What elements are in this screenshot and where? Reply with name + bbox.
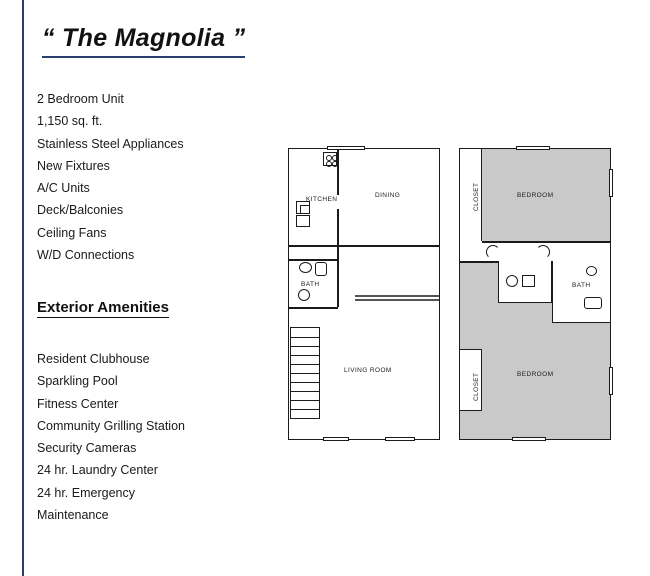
door-icon (486, 245, 500, 259)
interior-wall (289, 245, 338, 247)
list-item: Ceiling Fans (37, 225, 107, 240)
window (385, 437, 415, 441)
list-item: W/D Connections (37, 248, 135, 263)
list-item: 2 Bedroom Unit (37, 92, 124, 106)
room-label-dining: DINING (375, 192, 401, 199)
staircase (290, 327, 320, 419)
toilet-icon (315, 262, 327, 276)
interior-wall (289, 259, 338, 261)
washer-icon (506, 275, 518, 287)
room-label-kitchen: KITCHEN (306, 196, 338, 203)
list-item: 1,150 sq. ft. (37, 114, 103, 129)
list-item: Fitness Center (37, 396, 119, 411)
interior-wall (355, 295, 439, 297)
page-title: “ The Magnolia ” (42, 24, 245, 58)
room-label-bath-second: BATH (572, 282, 591, 289)
unit-features-list (37, 88, 267, 266)
bathroom-second-floor (552, 261, 610, 323)
room-label-bedroom-bottom: BEDROOM (517, 371, 554, 378)
room-label-living-room: LIVING ROOM (344, 367, 392, 374)
list-item: New Fixtures (37, 158, 110, 173)
floorplan-diagram (288, 148, 630, 454)
room-label-bedroom-top: BEDROOM (517, 192, 554, 199)
list-item: Stainless Steel Appliances (37, 136, 184, 151)
bathroom-sink-icon (299, 262, 312, 273)
window (609, 169, 613, 197)
tub-icon (298, 289, 310, 301)
list-item: Resident Clubhouse (37, 352, 150, 366)
list-item: Deck/Balconies (37, 203, 124, 218)
exterior-amenities-heading: Exterior Amenities (37, 299, 169, 316)
room-label-closet-bottom: CLOSET (473, 372, 480, 401)
window (609, 367, 613, 395)
window (512, 437, 546, 441)
dryer-icon (522, 275, 535, 287)
list-item: Community Grilling Station (37, 418, 185, 433)
interior-wall (337, 245, 439, 247)
exterior-amenities-list (37, 348, 272, 526)
interior-wall (337, 209, 339, 245)
list-item: A/C Units (37, 181, 90, 196)
list-item: 24 hr. Emergency (37, 485, 135, 500)
interior-wall (482, 241, 610, 243)
interior-wall (289, 307, 338, 309)
list-item: Security Cameras (37, 441, 137, 456)
bathroom-sink-icon (586, 266, 597, 276)
hallway (460, 241, 610, 261)
window (516, 146, 550, 150)
door-icon (536, 245, 550, 259)
interior-wall (337, 245, 339, 307)
entry-door (323, 437, 349, 441)
list-item: Sparkling Pool (37, 374, 118, 389)
interior-wall (355, 299, 439, 301)
second-floor-plan (459, 148, 611, 440)
room-label-bath: BATH (301, 281, 320, 288)
first-floor-plan (288, 148, 440, 440)
list-item: 24 hr. Laundry Center (37, 463, 158, 478)
refrigerator-icon (296, 215, 310, 227)
tub-icon (584, 297, 602, 309)
stove-icon (323, 152, 337, 166)
window (327, 146, 365, 150)
list-item: Maintenance (37, 508, 109, 523)
room-label-closet-top: CLOSET (473, 182, 480, 211)
left-accent-rule (22, 0, 24, 576)
